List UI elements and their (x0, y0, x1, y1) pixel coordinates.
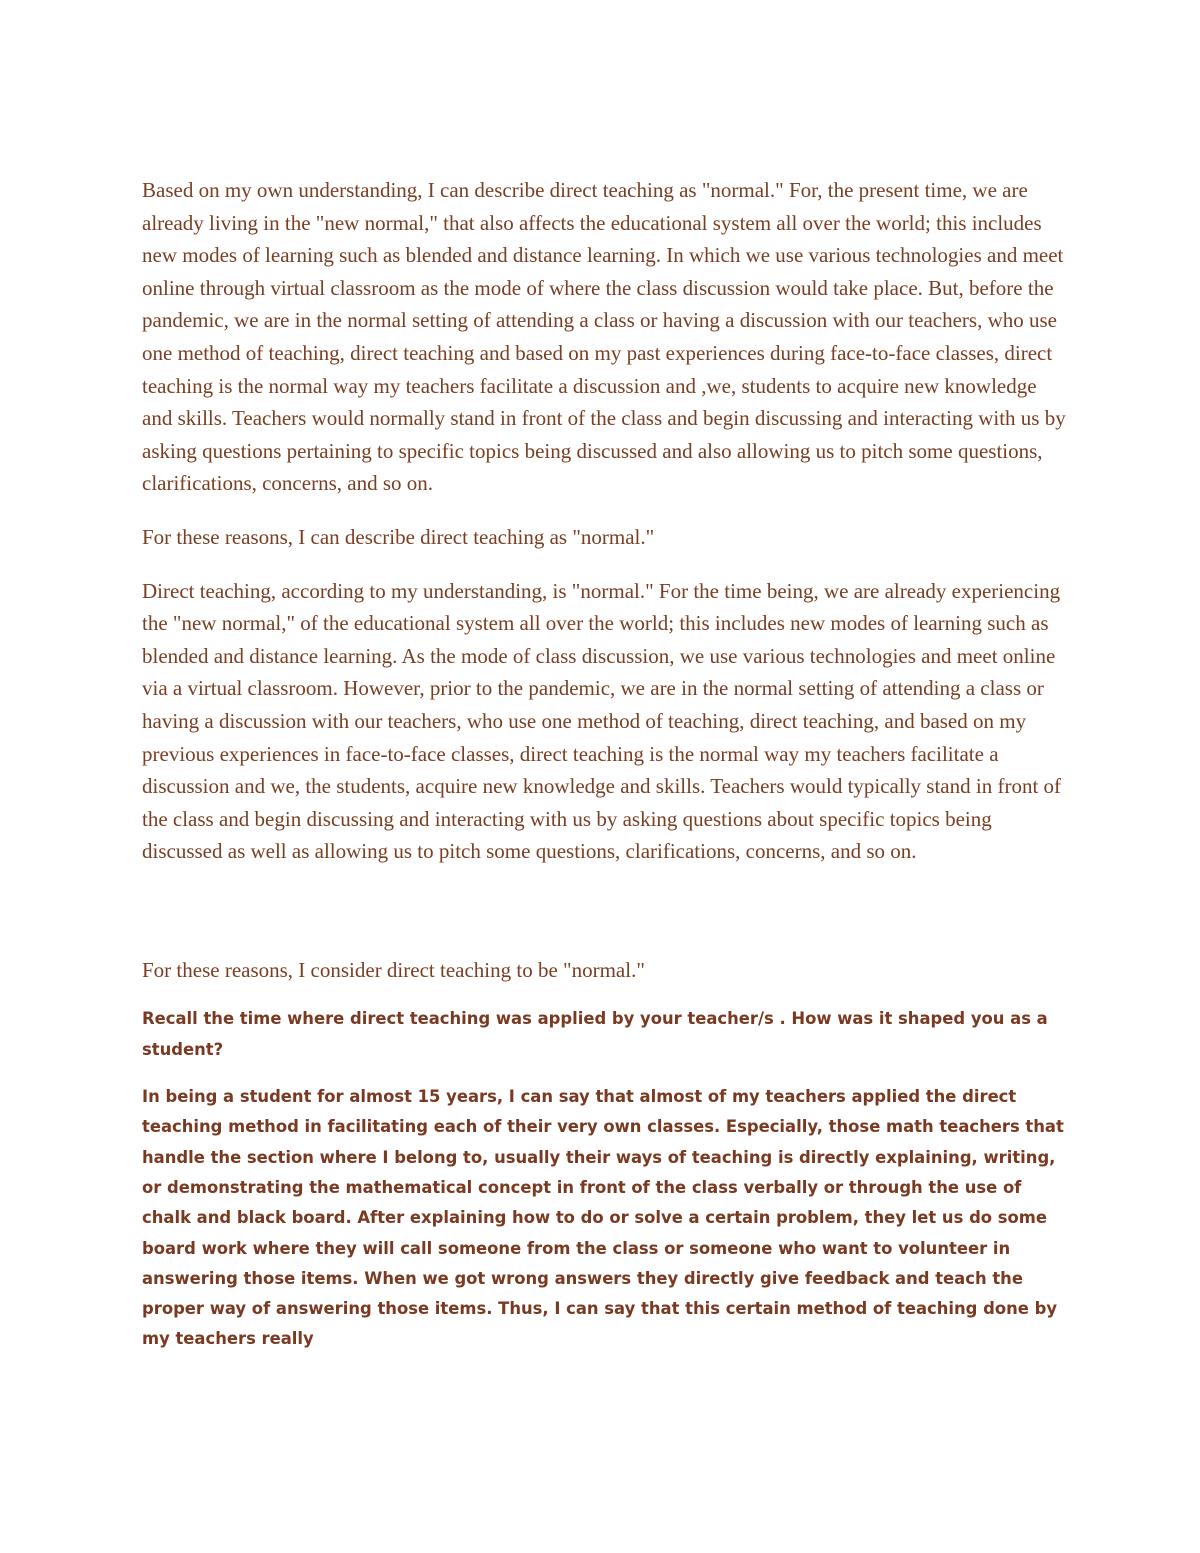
paragraph-2: For these reasons, I can describe direct teaching as "normal." (142, 524, 655, 549)
paragraph-3: Direct teaching, according to my understanding, is "normal." For the time being, we are already experiencing the "new normal," of the educational system all over the world; this includes new modes of learning such as blended and distance learning. As the mode of class discussion, we use various technologies and meet online via a virtual classroom. However, prior to the pandemic, we are in the normal setting of attending a class or having a discussion with our teachers, who use one method of teaching, direct teaching, and based on my previous experiences in face-to-face classes, direct teaching is the normal way my teachers facilitate a discussion and we, the students, acquire new knowledge and skills. Teachers would typically stand in front of the class and begin discussing and interacting with us by asking questions about specific topics being discussed as well as allowing us to pitch some questions, clarifications, concerns, and so on. (142, 578, 1062, 864)
document-body (142, 174, 1067, 1355)
answer-paragraph: In being a student for almost 15 years, I can say that almost of my teachers applied the direct teaching method in facilitating each of their very own classes. Especially, those math teachers that handle the section where I belong to, usually their ways of teaching is directly explaining, writing, or demonstrating the mathematical concept in front of the class verbally or through the use of chalk and black board. After explaining how to do or solve a certain problem, they let us do some board work where they will call someone from the class or someone who want to volunteer in answering those items. When we got wrong answers they directly give feedback and teach the proper way of answering those items. Thus, I can say that this certain method of teaching done by my teachers really (142, 1087, 1064, 1349)
paragraph-4: For these reasons, I consider direct teaching to be "normal." (142, 957, 645, 982)
question-heading: Recall the time where direct teaching was applied by your teacher/s . How was it shaped you as a student? (142, 1009, 1048, 1059)
paragraph-1: Based on my own understanding, I can describe direct teaching as "normal." For, the present time, we are already living in the "new normal," that also affects the educational system all over the world; this includes new modes of learning such as blended and distance learning. In which we use various technologies and meet online through virtual classroom as the mode of where the class discussion would take place. But, before the pandemic, we are in the normal setting of attending a class or having a discussion with our teachers, who use one method of teaching, direct teaching and based on my past experiences during face-to-face classes, direct teaching is the normal way my teachers facilitate a discussion and ,we, students to acquire new knowledge and skills. Teachers would normally stand in front of the class and begin discussing and interacting with us by asking questions pertaining to specific topics being discussed and also allowing us to pitch some questions, clarifications, concerns, and so on. (142, 178, 1066, 496)
